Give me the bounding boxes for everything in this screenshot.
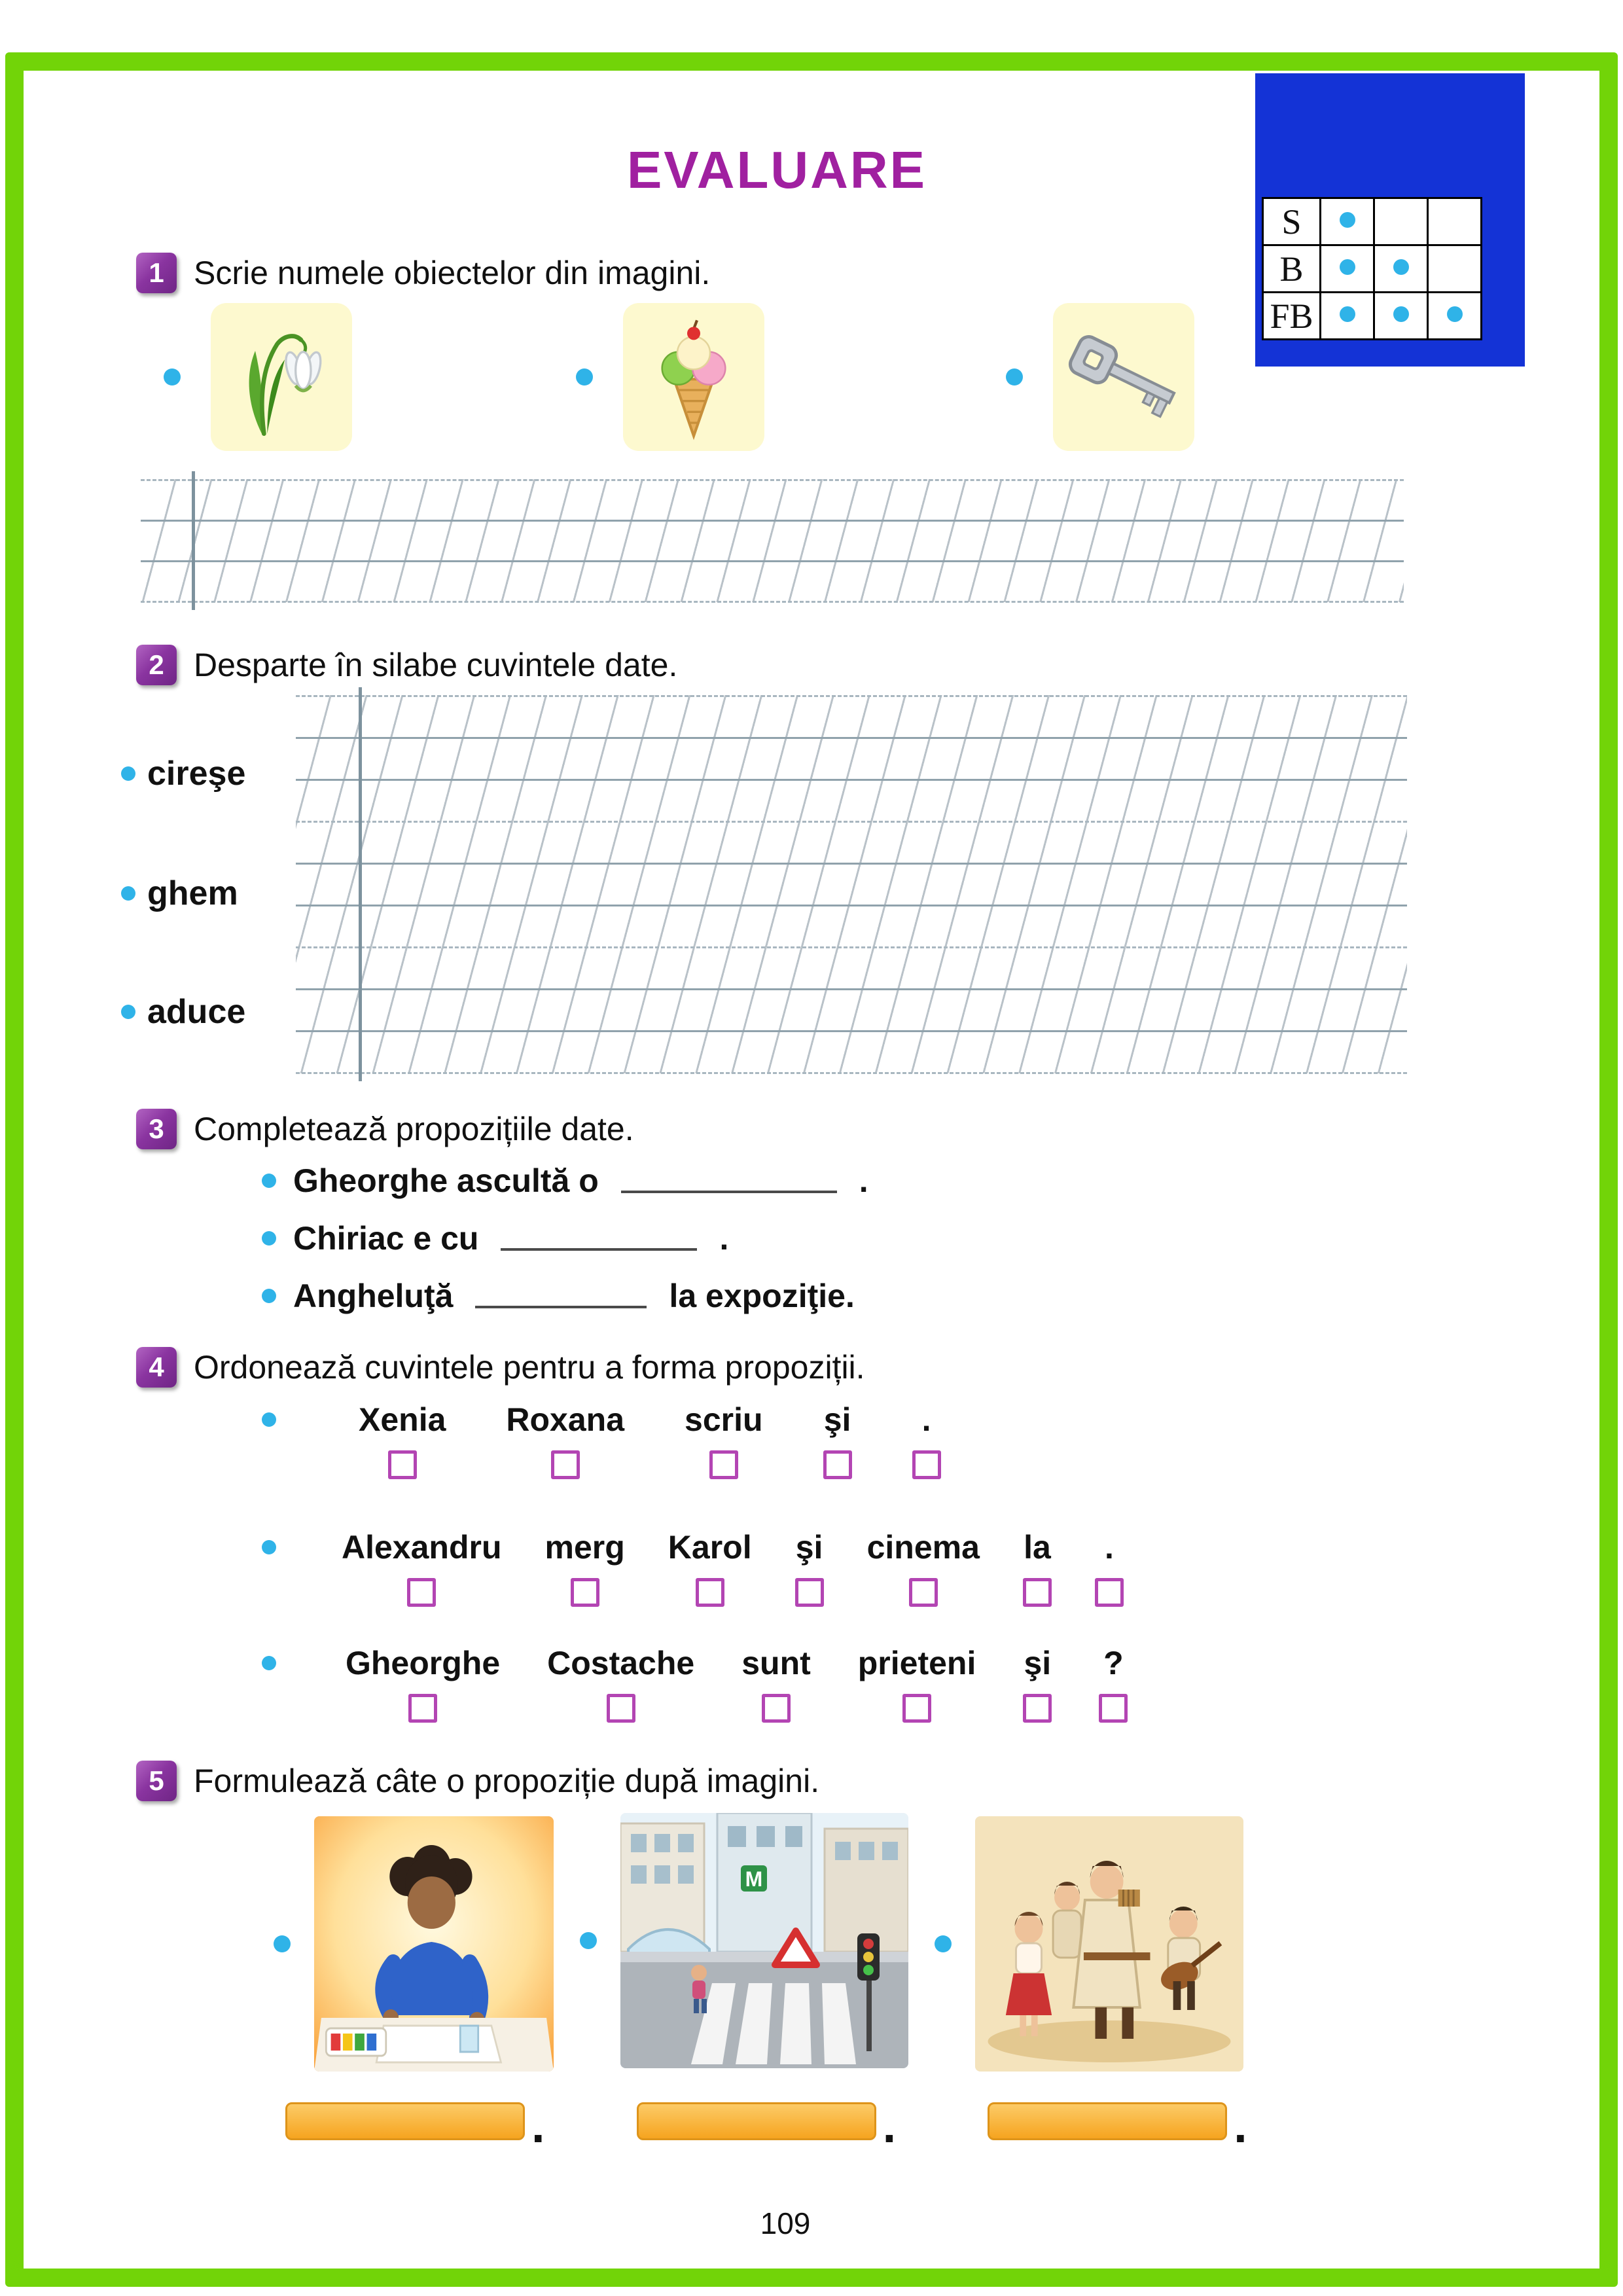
word-label: prieteni [857, 1645, 976, 1681]
word-token [506, 1401, 624, 1479]
exercise-2-word-2 [121, 874, 238, 913]
word-label: . [1104, 1529, 1114, 1566]
bullet-dot [935, 1935, 952, 1952]
word-order-checkbox[interactable] [551, 1450, 580, 1479]
word-order-checkbox[interactable] [823, 1450, 852, 1479]
grade-row-s [1263, 198, 1482, 245]
word-label: cinema [866, 1529, 980, 1566]
guide-line [141, 520, 1404, 522]
word-token [912, 1401, 941, 1479]
guide-line [296, 1030, 1407, 1032]
children-musicians-image [975, 1816, 1243, 2072]
guide-line [296, 905, 1407, 906]
sentence-tail: la expoziţie. [669, 1278, 855, 1314]
sentence-period: . [531, 2098, 545, 2153]
word-order-row-1 [262, 1401, 941, 1479]
word-token [867, 1528, 980, 1607]
word-order-checkbox[interactable] [388, 1450, 417, 1479]
sentence-tail: . [859, 1162, 868, 1199]
bullet-dot [262, 1656, 276, 1670]
word-token [668, 1528, 752, 1607]
bullet-dot [121, 766, 135, 781]
answer-blank[interactable] [475, 1300, 647, 1308]
word-token [1023, 1528, 1052, 1607]
word-label: şi [795, 1529, 823, 1566]
exercise-4-instruction: Ordonează cuvintele pentru a forma propoziții. [194, 1349, 865, 1386]
exercise-5-image-2-group [580, 1813, 908, 2068]
sentence-lead: Chiriac e cu [293, 1220, 479, 1257]
grade-cell [1374, 245, 1428, 293]
margin-line [359, 687, 362, 1081]
guide-line [296, 946, 1407, 948]
bullet-dot [164, 368, 181, 386]
answer-blank[interactable] [501, 1243, 697, 1251]
word-order-checkbox[interactable] [902, 1694, 931, 1723]
child-painting-illustration [314, 1816, 554, 2072]
guide-line [296, 737, 1407, 739]
sentence-lead: Angheluţă [293, 1278, 454, 1314]
word-token [858, 1644, 976, 1723]
word-order-checkbox[interactable] [1099, 1694, 1128, 1723]
sentence-answer-box[interactable] [285, 2102, 525, 2140]
exercise-2-number-badge: 2 [136, 645, 177, 685]
guide-line [296, 821, 1407, 823]
grade-cell [1374, 198, 1428, 245]
page-title: EVALUARE [626, 141, 927, 199]
guide-line [296, 988, 1407, 990]
word-token [359, 1401, 446, 1479]
key-icon [1058, 312, 1189, 442]
grade-cell [1321, 293, 1374, 340]
sentence-tail: . [719, 1220, 729, 1257]
grade-cell [1428, 293, 1482, 340]
word-label: Xenia [359, 1401, 446, 1438]
word-label: la [1024, 1529, 1051, 1566]
bullet-dot [580, 1932, 597, 1949]
word-order-checkbox[interactable] [1023, 1578, 1052, 1607]
word-order-row-3 [262, 1644, 1128, 1723]
grade-dot [1340, 306, 1355, 322]
exercise-4-number-badge: 4 [136, 1347, 177, 1388]
word-label: şi [1024, 1645, 1052, 1681]
word-token [685, 1401, 763, 1479]
ice-cream-icon [628, 312, 759, 442]
guide-line [296, 779, 1407, 781]
answer-blank[interactable] [621, 1185, 837, 1193]
exercise-2-word-3 [121, 992, 245, 1031]
child-painting-image [314, 1816, 554, 2072]
exercise-5-header [136, 1761, 819, 1801]
grade-table [1262, 197, 1482, 340]
word-token [346, 1644, 500, 1723]
word-label: scriu [685, 1401, 763, 1438]
snowdrop-image [211, 303, 352, 451]
exercise-5-number-badge: 5 [136, 1761, 177, 1801]
sentence-lead: Gheorghe ascultă o [293, 1162, 599, 1199]
children-musicians-illustration [975, 1816, 1243, 2072]
guide-line [141, 601, 1404, 603]
sentence-item [262, 1219, 868, 1257]
grade-dot [1393, 306, 1409, 322]
word-label: Alexandru [342, 1529, 502, 1566]
sentence-period: . [882, 2098, 897, 2153]
bullet-dot [262, 1412, 276, 1427]
grade-cell [1428, 245, 1482, 293]
guide-line [296, 863, 1407, 865]
word-label: Gheorghe [346, 1645, 501, 1681]
bullet-dot [121, 1005, 135, 1019]
exercise-1-image-3-group [1006, 303, 1194, 451]
grade-dot [1340, 259, 1355, 275]
key-image [1053, 303, 1194, 451]
grade-row-fb [1263, 293, 1482, 340]
sentence-item [262, 1277, 868, 1315]
ice-cream-image [623, 303, 764, 451]
word-label: sunt [741, 1645, 811, 1681]
word-token [1099, 1644, 1128, 1723]
exercise-5-instruction: Formulează câte o propoziție după imagini. [194, 1763, 820, 1799]
exercise-1-image-1-group [164, 303, 352, 451]
word-token [342, 1528, 502, 1607]
word-order-checkbox[interactable] [709, 1450, 738, 1479]
word-order-checkbox[interactable] [607, 1694, 635, 1723]
bullet-dot [274, 1935, 291, 1952]
exercise-5-image-3-group [935, 1816, 1243, 2072]
city-street-crossing-image [620, 1813, 908, 2068]
word-token [545, 1528, 625, 1607]
sentence-answer [988, 2098, 1247, 2153]
sentence-period: . [1234, 2098, 1247, 2153]
word-token [795, 1528, 824, 1607]
exercise-5-answer-row [285, 2098, 1247, 2153]
bullet-dot [1006, 368, 1023, 386]
word-label: Karol [668, 1529, 752, 1566]
bullet-dot [576, 368, 593, 386]
bullet-dot [121, 886, 135, 901]
street-crossing-illustration [620, 1813, 908, 2068]
sentence-answer-box[interactable] [988, 2102, 1227, 2140]
word-label: şi [823, 1401, 851, 1438]
metro-sign-letter: M [745, 1867, 763, 1891]
page-number: 109 [760, 2206, 811, 2240]
word-label: Roxana [506, 1401, 625, 1438]
sentence-item [262, 1162, 868, 1200]
exercise-3-instruction: Completează propozițiile date. [194, 1111, 634, 1147]
grade-cell [1428, 198, 1482, 245]
bullet-dot [262, 1540, 276, 1554]
exercise-1-image-2-group [576, 303, 764, 451]
grade-label-b: B [1263, 245, 1321, 293]
grade-row-b [1263, 245, 1482, 293]
exercise-3-items [262, 1162, 868, 1315]
grade-dot [1393, 259, 1409, 275]
exercise-2-word-1 [121, 754, 245, 793]
word-order-checkbox[interactable] [571, 1578, 599, 1607]
guide-line [141, 560, 1404, 562]
word-token [1095, 1528, 1124, 1607]
word-order-checkbox[interactable] [696, 1578, 724, 1607]
word-order-checkbox[interactable] [1095, 1578, 1124, 1607]
bullet-dot [262, 1289, 276, 1303]
word-label: ? [1103, 1645, 1124, 1681]
word-order-checkbox[interactable] [1023, 1694, 1052, 1723]
bullet-dot [262, 1174, 276, 1188]
snowdrop-icon [216, 312, 347, 442]
grade-cell [1374, 293, 1428, 340]
word-label: ghem [147, 874, 238, 912]
word-order-checkbox[interactable] [762, 1694, 791, 1723]
guide-line [141, 479, 1404, 481]
word-label: aduce [147, 993, 246, 1031]
word-order-checkbox[interactable] [909, 1578, 938, 1607]
word-order-checkbox[interactable] [912, 1450, 941, 1479]
word-token [741, 1644, 811, 1723]
grade-cell [1321, 198, 1374, 245]
exercise-3-header [136, 1109, 634, 1149]
margin-line [192, 471, 195, 610]
grade-cell [1321, 245, 1374, 293]
exercise-1-instruction: Scrie numele obiectelor din imagini. [194, 255, 711, 291]
word-token [1023, 1644, 1052, 1723]
guide-line [296, 1072, 1407, 1074]
exercise-2-instruction: Desparte în silabe cuvintele date. [194, 647, 678, 683]
exercise-3-number-badge: 3 [136, 1109, 177, 1149]
grade-label-s: S [1263, 198, 1321, 245]
exercise-1-number-badge: 1 [136, 253, 177, 293]
grade-dot [1447, 306, 1463, 322]
exercise-1-header [136, 253, 710, 293]
word-order-row-2 [262, 1528, 1124, 1607]
word-label: Costache [547, 1645, 695, 1681]
exercise-1-writing-area[interactable] [141, 479, 1404, 602]
word-token [547, 1644, 694, 1723]
word-label: cireşe [147, 755, 246, 793]
grade-box [1255, 73, 1525, 367]
exercise-4-header [136, 1347, 865, 1388]
bullet-dot [262, 1231, 276, 1246]
word-order-checkbox[interactable] [408, 1694, 437, 1723]
sentence-answer [285, 2098, 545, 2153]
exercise-5-image-1-group [274, 1816, 554, 2072]
word-order-checkbox[interactable] [407, 1578, 436, 1607]
sentence-answer-box[interactable] [637, 2102, 876, 2140]
guide-line [296, 695, 1407, 697]
word-label: . [921, 1401, 931, 1438]
grade-dot [1340, 212, 1355, 228]
exercise-2-header [136, 645, 677, 685]
exercise-2-writing-area[interactable] [296, 695, 1407, 1073]
grade-label-fb: FB [1263, 293, 1321, 340]
word-token [823, 1401, 852, 1479]
sentence-answer [637, 2098, 897, 2153]
word-order-checkbox[interactable] [795, 1578, 824, 1607]
word-label: merg [544, 1529, 625, 1566]
